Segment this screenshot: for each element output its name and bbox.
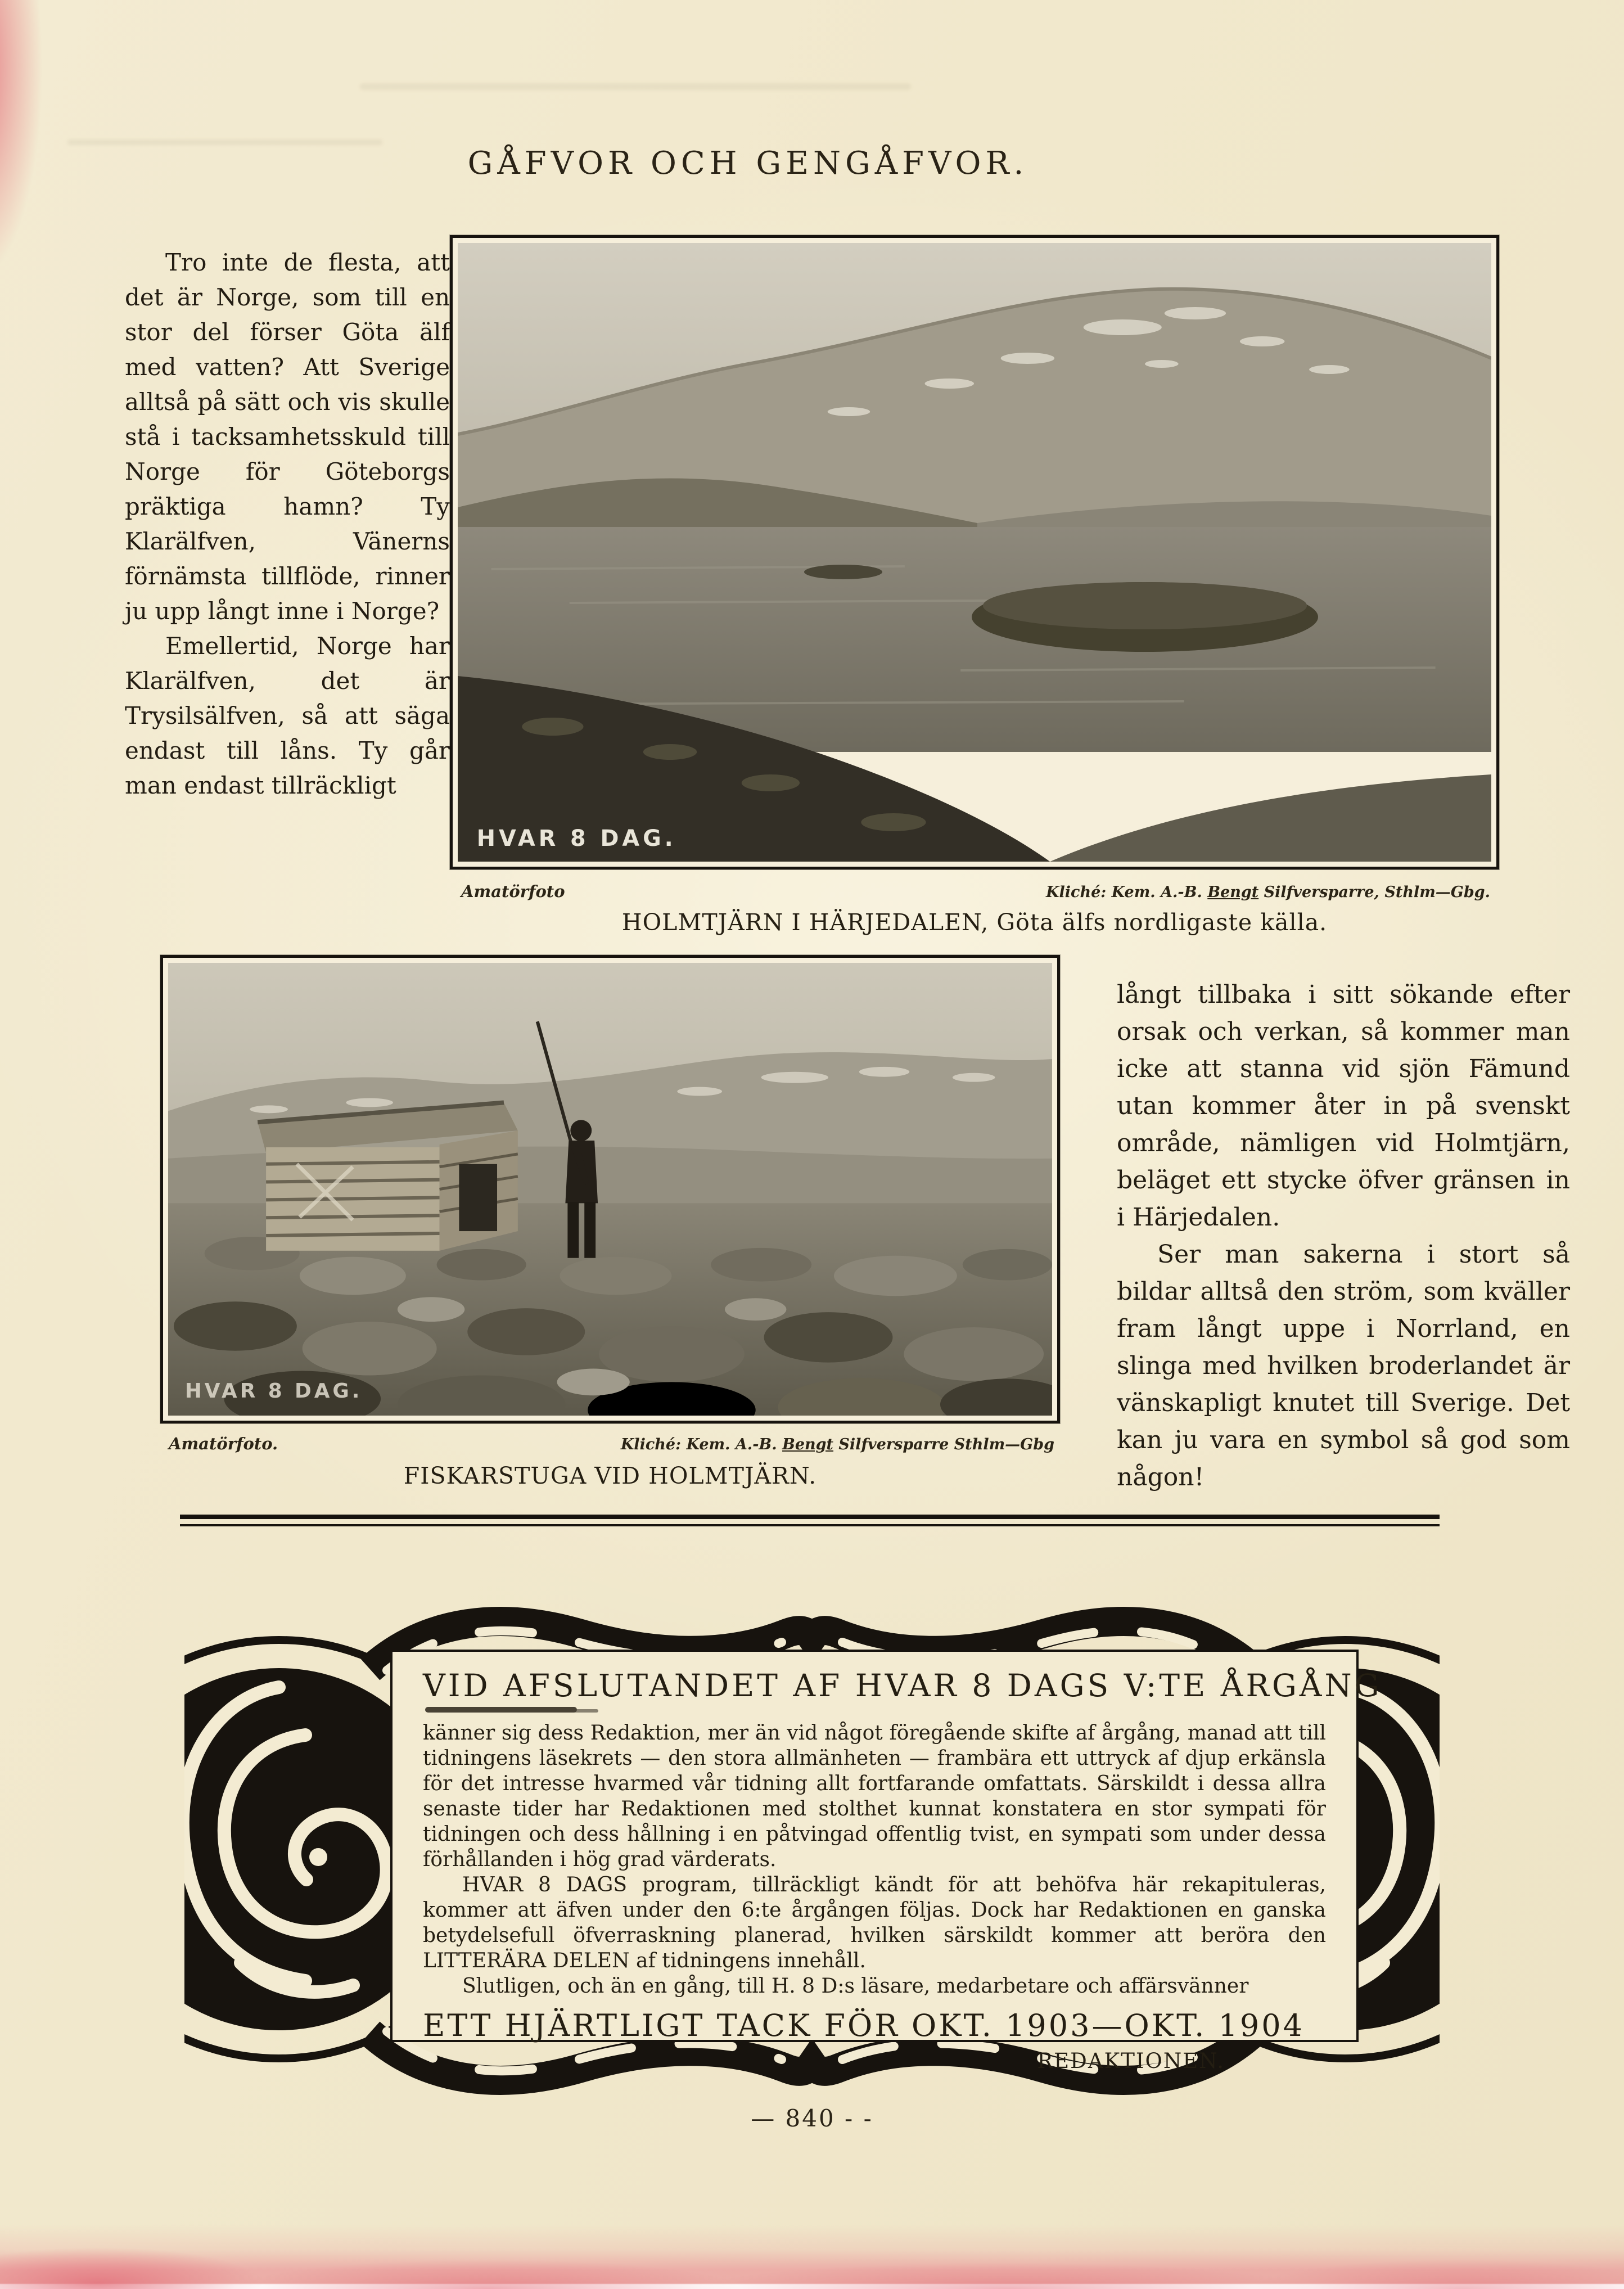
paragraph: Emellertid, Norge har Klarälfven, det är Trysilsälfven, så att säga endast till låns. Ty går man endast tillräckligt [125, 632, 450, 799]
paragraph: långt tillbaka i sitt sökande efter orsak och verkan, så kommer man icke att stanna vid sjön Fämund utan kommer åter in på svenskt område, nämligen vid Holmtjärn, beläget ett stycke öfver gränsen in i Härjedalen. [1117, 980, 1570, 1232]
lake-landscape-illustration [458, 243, 1491, 862]
print-ghost-streak [67, 139, 382, 145]
print-ghost-streak [360, 83, 911, 90]
section-divider-rule [180, 1515, 1440, 1526]
photo2-caption: FISKARSTUGA VID HOLMTJÄRN. [403, 1462, 817, 1489]
photo2-credit-left: Amatörfoto. [169, 1434, 278, 1453]
notice-headline: VID AFSLUTANDET AF HVAR 8 DAGS V:TE ÅRGÅNG [423, 1668, 1382, 1704]
photo-holmtjarn-lake [450, 235, 1499, 869]
right-text-column [1117, 976, 1570, 1496]
paragraph: Ser man sakerna i stort så bildar alltså den ström, som kväller fram långt uppe i Norrland, en slinga med hvilken broderlandet är vänskapligt knutet till Sverige. Det kan ju vara en symbol så god som någon! [1117, 1240, 1570, 1492]
log-hut [258, 1102, 518, 1250]
left-text-column [125, 245, 450, 803]
editorial-notice-box [390, 1650, 1382, 2073]
photo-fiskarstuga [160, 955, 1060, 1423]
notice-paragraph: Slutligen, och än en gång, till H. 8 D:s läsare, medarbetare och affärsvänner [462, 1975, 1249, 1998]
credit-text: Kliché: Kem. A.-B. [620, 1436, 783, 1453]
credit-text: Silfversparre Sthlm—Gbg [833, 1436, 1054, 1453]
scan-pink-edge-left [0, 0, 51, 506]
photo1-caption: HOLMTJÄRN I HÄRJEDALEN, Göta älfs nordligaste källa. [621, 909, 1328, 936]
page-number: — 840 - - [751, 2105, 873, 2132]
photo1-credit-right [1046, 884, 1490, 901]
photo2-credit-right [621, 1436, 1054, 1453]
photo2-credit-row [169, 1434, 1054, 1453]
photo1-credit-left: Amatörfoto [461, 882, 565, 901]
credit-text: Bengt [782, 1436, 834, 1453]
credit-text: Kliché: Kem. A.-B. [1046, 884, 1208, 901]
photo-watermark: HVAR 8 DAG. [184, 1380, 363, 1403]
article-title: GÅFVOR OCH GENGÅFVOR. [467, 145, 1028, 182]
credit-text: Bengt [1207, 884, 1259, 901]
photo-watermark: HVAR 8 DAG. [476, 825, 676, 852]
notice-thanks-line: ETT HJÄRTLIGT TACK FÖR OKT. 1903—OKT. 1904 [423, 2008, 1305, 2043]
notice-signature: REDAKTIONEN. [1037, 2049, 1225, 2073]
notice-paragraph: HVAR 8 DAGS program, tillräckligt kändt för att behöfva här rekapituleras, kommer att äfven under den 6:te årgången följas. Dock har Redaktionen en ganska betydelsefull öfverraskning planerad, hvilken särskildt kommer att beröra den LITTERÄRA DELEN af tidningens innehåll. [423, 1873, 1326, 1972]
hut-illustration [168, 963, 1052, 1416]
ink-smudge [425, 1707, 577, 1713]
credit-text: Silfversparre, Sthlm—Gbg. [1258, 884, 1490, 901]
scan-pink-edge-bottom [0, 2210, 1624, 2289]
photo1-credit-row [461, 882, 1490, 901]
paragraph: Tro inte de flesta, att det är Norge, som till en stor del förser Göta älf med vatten? Att Sverige alltså på sätt och vis skulle stå i tacksamhetsskuld till Norge för Göteborgs präktiga hamn? Ty Klarälfven, Vänerns förnämsta tillflöde, rinner ju upp långt inne i Norge? [125, 249, 450, 625]
notice-paragraph: känner sig dess Redaktion, mer än vid något föregående skifte af årgång, manad att till tidningens läsekrets — den stora allmänheten — frambära ett uttryck af djup erkänsla för det intresse hvarmed vår tidning allt fortfarande omfattats. Särskildt i dessa allra senaste tider har Redaktionen med stolthet kunnat konstatera en stor sympati för tidningen och dess hållning i en påtvingad offentlig tvist, en sympati som under dessa förhållanden i hög grad värderats. [423, 1722, 1326, 1871]
